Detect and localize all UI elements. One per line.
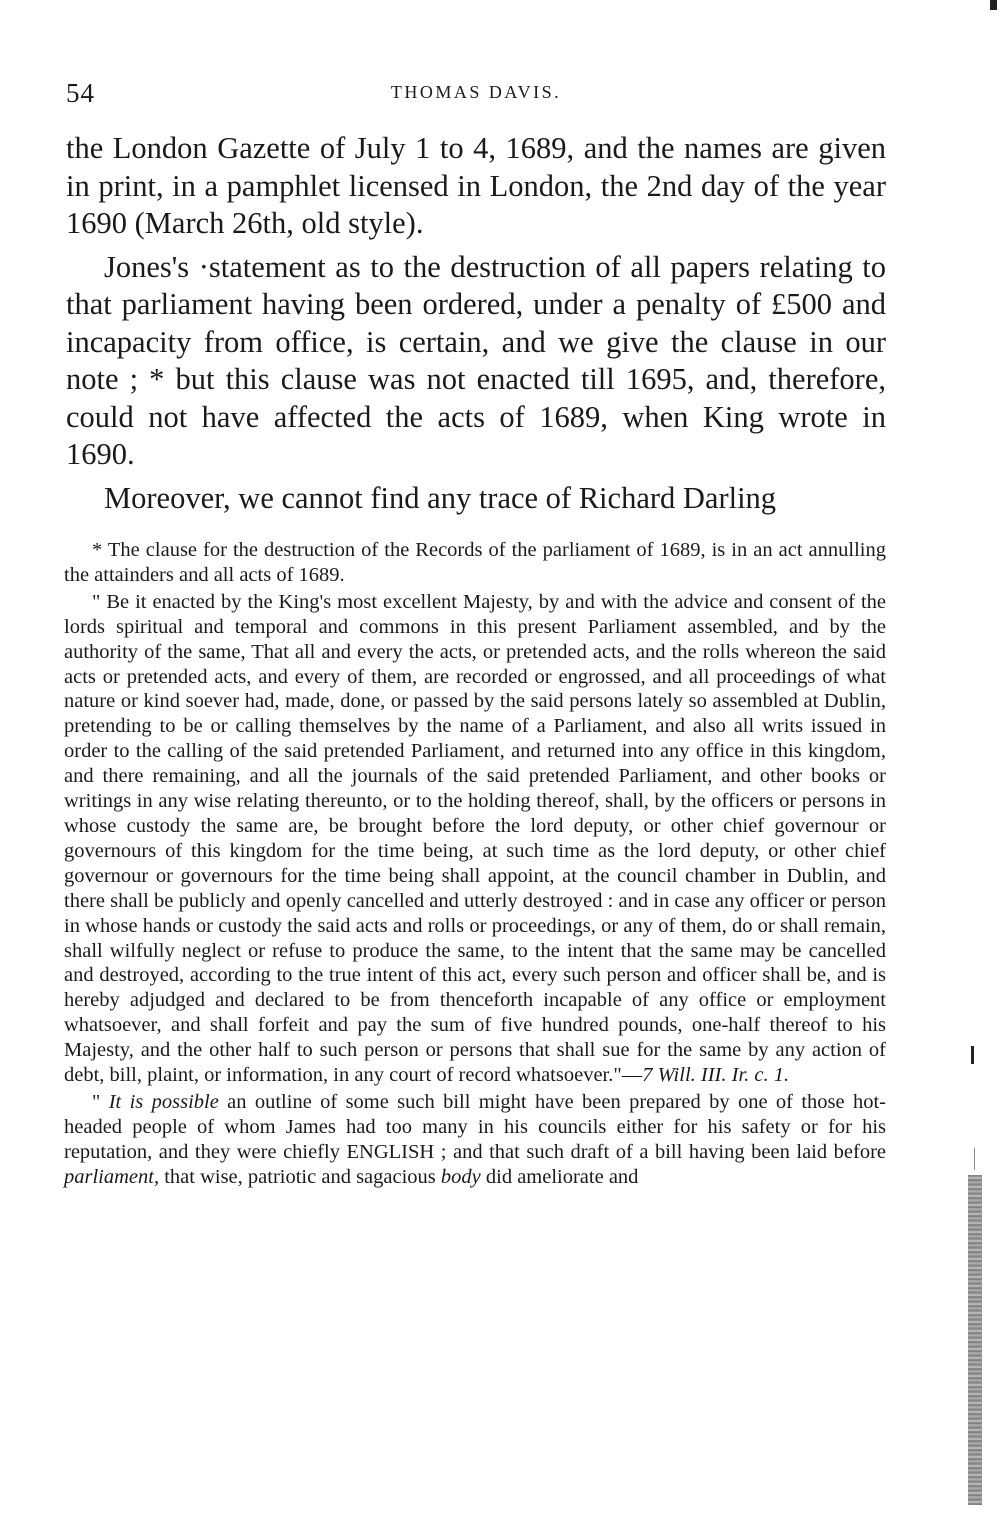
page-number: 54 (66, 78, 95, 108)
main-text (66, 130, 886, 517)
footnote-emphasis: body (440, 1165, 481, 1188)
footnote-paragraph (64, 1090, 886, 1190)
footnote-citation: 7 Will. III. Ir. c. 1. (642, 1064, 790, 1087)
scan-mark-middle (971, 1046, 974, 1064)
footnote-paragraph: * The clause for the destruction of the Records of the parliament of 1689, is in an act annulling the attainders and all acts of 1689. (64, 539, 886, 586)
footnotes (64, 538, 886, 1190)
footnote-paragraph (64, 590, 886, 1088)
page-header (66, 72, 886, 112)
scan-mark-top (990, 0, 997, 10)
running-head: THOMAS DAVIS. (390, 82, 562, 102)
body-paragraph: Moreover, we cannot find any trace of Richard Darling (104, 480, 777, 515)
footnote-text: an outline of some such bill might have been prepared by one of those hot-headed people of whom James had too many in his councils either for his safety or for his reputation, and they were chiefly ENGLISH ; and that such draft of a bill having been laid before (64, 1090, 886, 1163)
scan-mark-lower (974, 1148, 975, 1170)
body-paragraph: the London Gazette of July 1 to 4, 1689, and the names are given in print, in a pamphlet licensed in London, the 2nd day of the year 1690 (March 26th, old style). (66, 131, 886, 240)
scan-edge-strip (968, 1175, 982, 1505)
footnote-emphasis: It is possible (108, 1090, 219, 1113)
footnote-text: did ameliorate and (480, 1165, 639, 1188)
footnote-text: that wise, patriotic and sagacious (159, 1165, 441, 1188)
footnote-quote-text: " Be it enacted by the King's most excellent Majesty, by and with the advice and consent of the lords spiritual and temporal and commons in this present Parliament assembled, and by the authority of the same, That all and every the acts, or pretended acts, and the rolls whereon the said acts or pretended acts, and every of them, are recorded or engrossed, and all proceedings of what nature or kind soever had, made, done, or passed by the said persons lately so assembled at Dublin, pretending to be or calling themselves by the name of a Parliament, and also all writs issued in order to the calling of the said pretended Parliament, and returned into any office in this kingdom, and there remaining, and all the journals of the said pretended Parliament, and other books or writings in any wise relating thereunto, or to the holding thereof, shall, by the officers or persons in whose custody the same are, be brought before the lord deputy, or other chief governour or governours of this kingdom for the time being, at such time as the lord deputy, or other chief governour or governours for the time being shall appoint, at the council chamber in Dublin, and there shall be publicly and openly cancelled and utterly destroyed : and in case any officer or person in whose hands or custody the said acts and rolls or proceedings, or any of them, do or shall remain, shall wilfully neglect or refuse to produce the same, to the intent that the same may be cancelled and destroyed, according to the true intent of this act, every such person and officer shall be, and is hereby adjudged and declared to be from thenceforth incapable of any office or employment whatsoever, and shall forfeit and pay the sum of five hundred pounds, one-half thereof to his Majesty, and the other half to such person or persons that shall sue for the same by any action of debt, bill, plaint, or information, in any court of record whatsoever."— (64, 590, 886, 1087)
footnote-open-quote: " (92, 1090, 109, 1113)
footnote-emphasis: parliament, (64, 1165, 160, 1188)
body-paragraph: Jones's ·statement as to the destruction of all papers relating to that parliament having been ordered, under a penalty of £500 and incapacity from office, is certain, and we give the clause in our note ; * but this clause was not enacted till 1695, and, therefore, could not have affected the acts of 1689, when King wrote in 1690. (66, 249, 886, 471)
